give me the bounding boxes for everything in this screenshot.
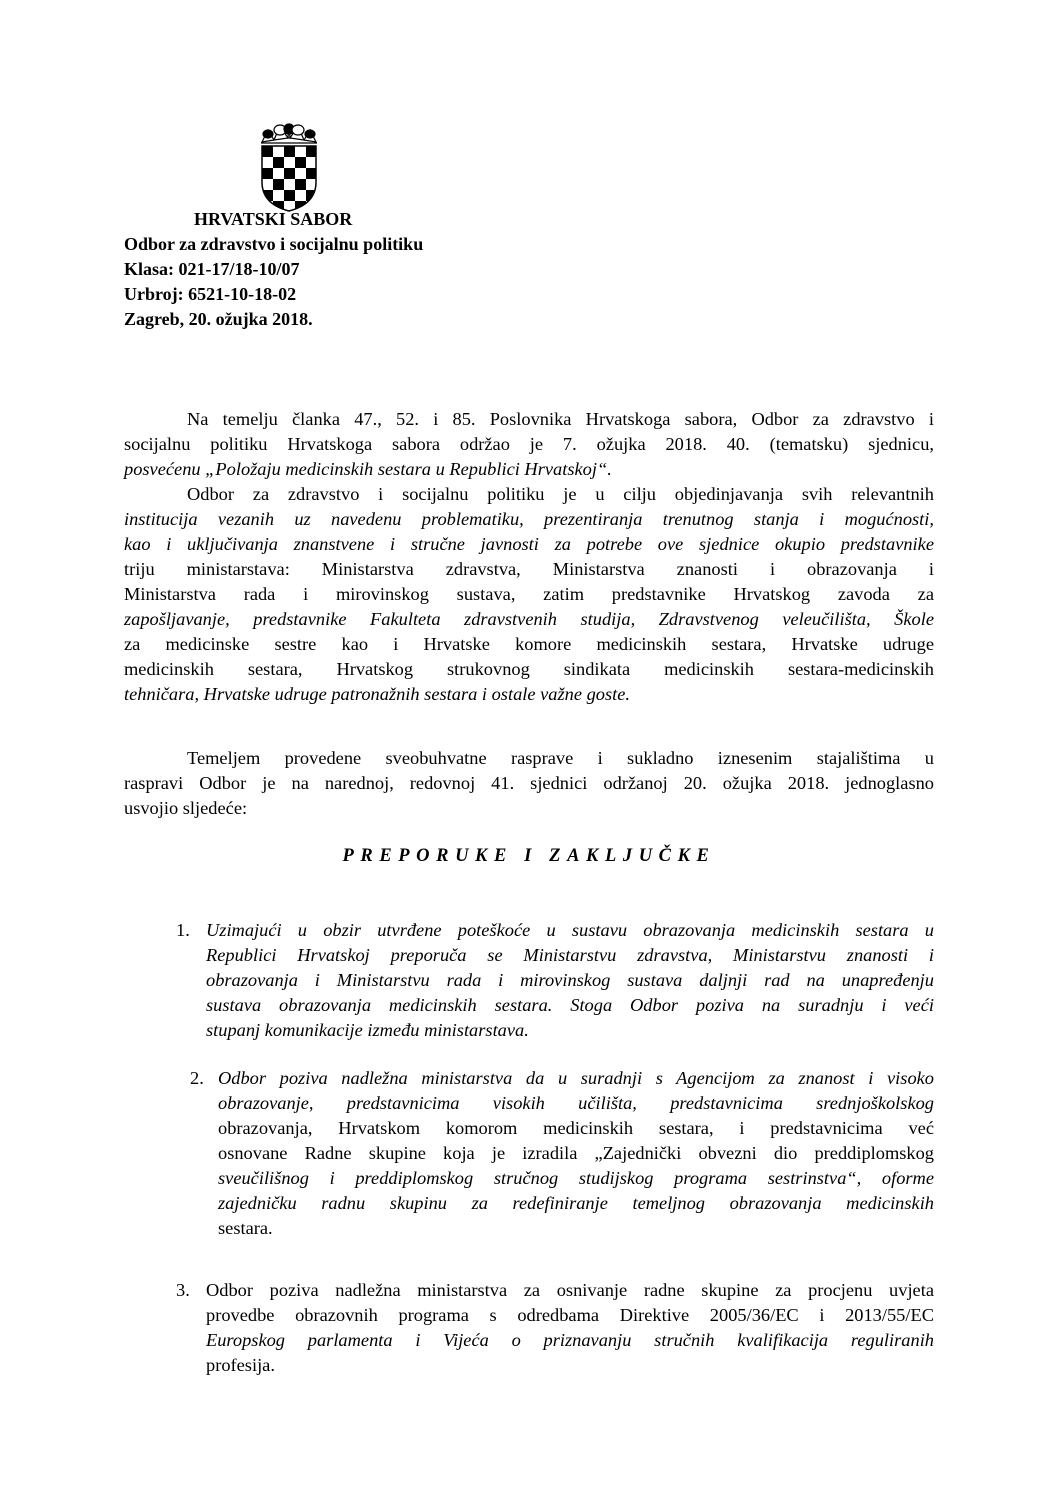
item-line: Odbor poziva nadležna ministarstva da u suradnji s Agencijom za znanost i visoko xyxy=(218,1068,934,1088)
item-line: obrazovanja, Hrvatskom komorom medicinskih sestara, i predstavnicima već xyxy=(218,1118,934,1138)
paragraph-line: Odbor za zdravstvo i socijalnu politiku je u cilju objedinjavanja svih relevantnih xyxy=(187,484,934,504)
croatian-coat-of-arms-icon xyxy=(258,120,320,212)
item-line: obrazovanje, predstavnicima visokih učilišta, predstavnicima srednjoškolskog xyxy=(218,1093,934,1113)
item-line: Uzimajući u obzir utvrđene poteškoće u sustavu obrazovanja medicinskih sestara u xyxy=(206,920,934,940)
paragraph-line: tehničara, Hrvatske udruge patronažnih sestara i ostale važne goste. xyxy=(124,684,631,704)
org-name: HRVATSKI SABOR xyxy=(194,209,353,229)
paragraph-line: zapošljavanje, predstavnike Fakulteta zdravstvenih studija, Zdravstvenog veleučilišta, Škole xyxy=(124,609,934,629)
item-line: zajedničku radnu skupinu za redefiniranje temeljnog obrazovanja medicinskih xyxy=(218,1193,934,1213)
paragraph-line: posvećenu „Položaju medicinskih sestara u Republici Hrvatskoj“. xyxy=(124,459,612,479)
item-line: stupanj komunikacije između ministarstava. xyxy=(206,1020,529,1040)
paragraph-line: institucija vezanih uz navedenu problematiku, prezentiranja trenutnog stanja i mogućnosti, xyxy=(124,509,934,529)
intro-paragraph xyxy=(124,407,934,482)
paragraph-line: Ministarstva rada i mirovinskog sustava, zatim predstavnike Hrvatskog zavoda za xyxy=(124,584,934,604)
document-header xyxy=(124,207,423,332)
item-line: obrazovanja i Ministarstvu rada i mirovinskog sustava daljnji rad na unapređenju xyxy=(206,970,934,990)
item-line: profesija. xyxy=(206,1355,275,1375)
item-line: sustava obrazovanja medicinskih sestara. Stoga Odbor poziva na suradnju i veći xyxy=(206,995,934,1015)
item-line: provedbe obrazovnih programa s odredbama Direktive 2005/36/EC i 2013/55/EC xyxy=(206,1305,934,1325)
item-line: Odbor poziva nadležna ministarstva za osnivanje radne skupine za procjenu uvjeta xyxy=(206,1280,934,1300)
item-line: Europskog parlamenta i Vijeća o priznavanju stručnih kvalifikacija reguliranih xyxy=(206,1330,934,1350)
participants-paragraph xyxy=(124,482,934,707)
paragraph-line: usvojio sljedeće: xyxy=(124,798,248,818)
item-line: sestara. xyxy=(218,1218,273,1238)
section-heading: PREPORUKE I ZAKLJUČKE xyxy=(342,846,716,866)
item-line: osnovane Radne skupine koja je izradila „Zajednički obvezni dio preddiplomskog xyxy=(218,1143,934,1163)
committee-name: Odbor za zdravstvo i socijalnu politiku xyxy=(124,234,424,254)
conclusion-intro-paragraph xyxy=(124,746,934,821)
place-date: Zagreb, 20. ožujka 2018. xyxy=(124,309,313,329)
paragraph-line: raspravi Odbor je na narednoj, redovnoj 41. sjednici održanoj 20. ožujka 2018. jednoglasno xyxy=(124,773,934,793)
paragraph-line: medicinskih sestara, Hrvatskog strukovnog sindikata medicinskih sestara-medicinskih xyxy=(124,659,934,679)
urbroj: Urbroj: 6521-10-18-02 xyxy=(124,284,297,304)
paragraph-line: Temeljem provedene sveobuhvatne rasprave i sukladno iznesenim stajalištima u xyxy=(187,748,934,768)
paragraph-line: Na temelju članka 47., 52. i 85. Poslovnika Hrvatskoga sabora, Odbor za zdravstvo i xyxy=(187,409,934,429)
item-number: 2. xyxy=(190,1068,204,1088)
paragraph-line: triju ministarstava: Ministarstva zdravstva, Ministarstva znanosti i obrazovanja i xyxy=(124,559,934,579)
klasa: Klasa: 021-17/18-10/07 xyxy=(124,259,300,279)
item-line: Republici Hrvatskoj preporuča se Ministarstvu zdravstva, Ministarstvu znanosti i xyxy=(206,945,934,965)
item-number: 3. xyxy=(176,1280,190,1300)
item-line: sveučilišnog i preddiplomskog stručnog studijskog programa sestrinstva“, oforme xyxy=(218,1168,934,1188)
item-number: 1. xyxy=(176,920,190,940)
paragraph-line: socijalnu politiku Hrvatskoga sabora održao je 7. ožujka 2018. 40. (tematsku) sjednicu, xyxy=(124,434,934,454)
paragraph-line: kao i uključivanja znanstvene i stručne javnosti za potrebe ove sjednice okupio predstavnike xyxy=(124,534,934,554)
paragraph-line: za medicinske sestre kao i Hrvatske komore medicinskih sestara, Hrvatske udruge xyxy=(124,634,934,654)
